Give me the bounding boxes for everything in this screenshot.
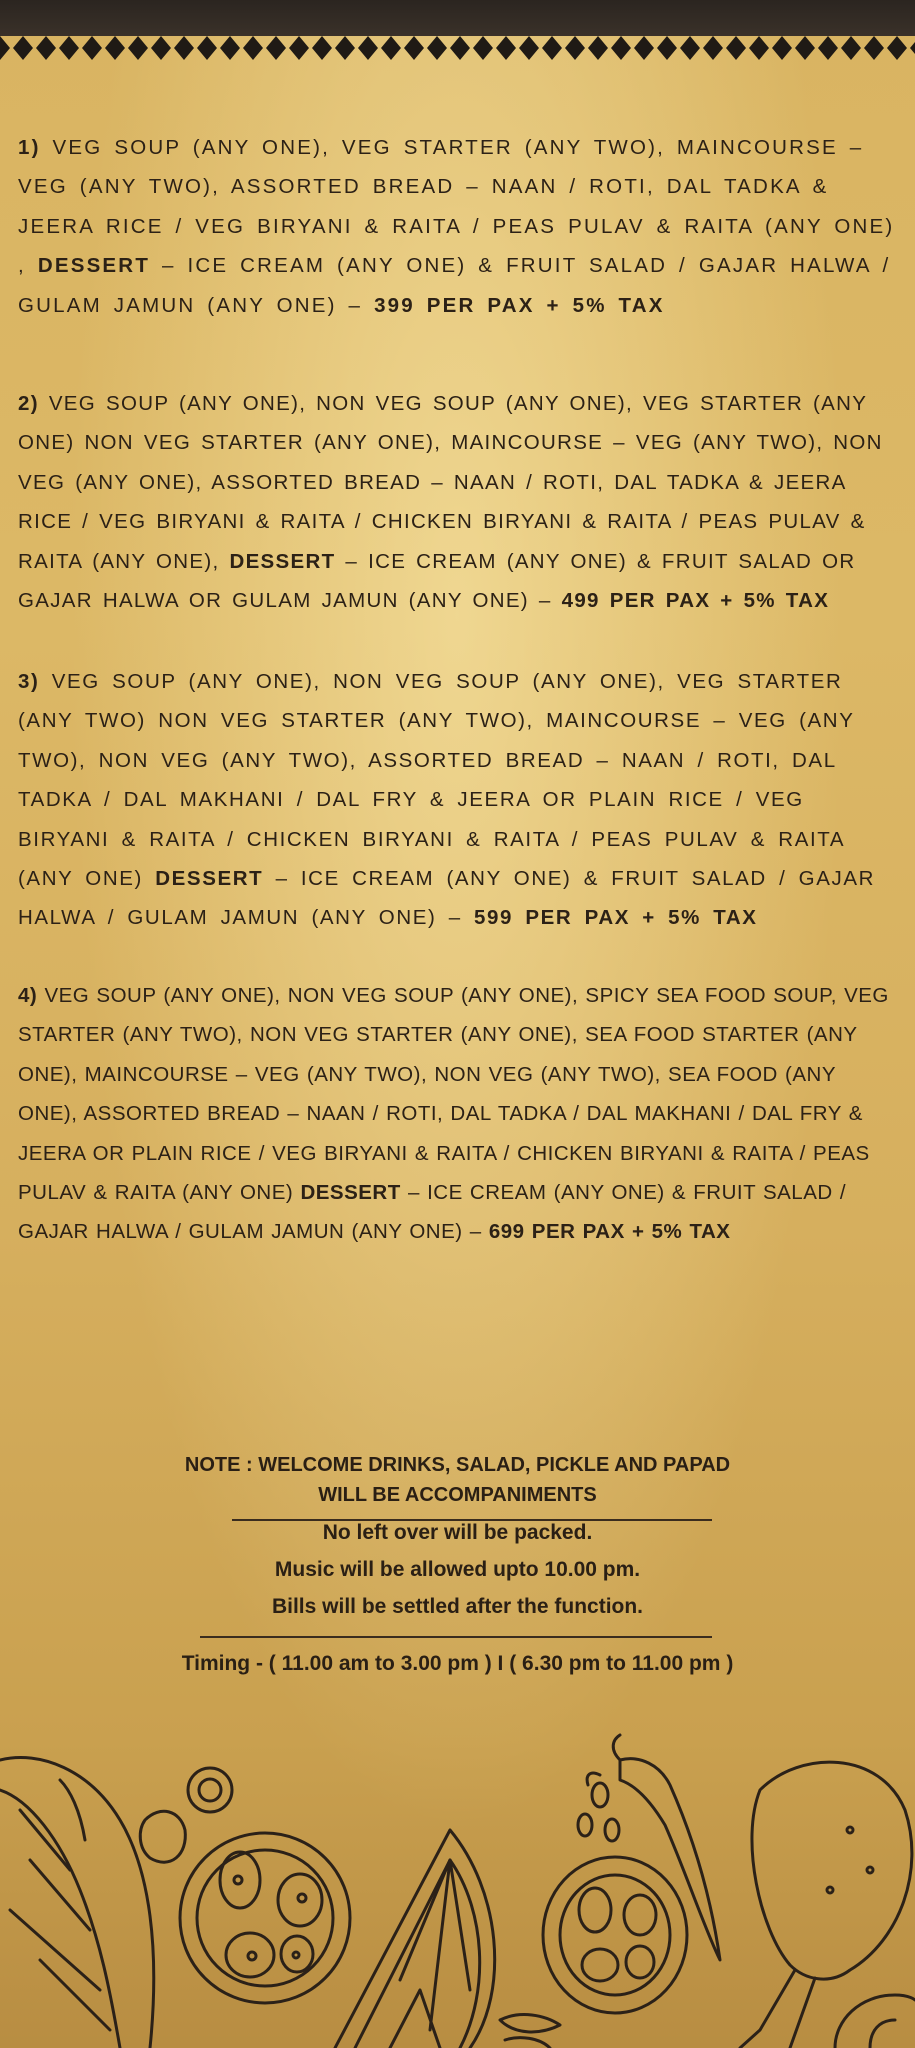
- package-items: VEG SOUP (ANY ONE), NON VEG SOUP (ANY ONE), VEG STARTER (ANY ONE) NON VEG STARTER (ANY ONE), MAINCOURSE – VEG (ANY TWO), NON VEG (ANY ONE), ASSORTED BREAD – NAAN / ROTI, DAL TADKA & JEERA RICE / VEG BIRYANI & RAITA / CHICKEN BIRYANI & RAITA / PEAS PULAV & RAITA (ANY ONE),: [18, 392, 883, 573]
- dessert-items: – ICE CREAM (ANY ONE) & FRUIT SALAD / GAJAR HALWA / GULAM JAMUN (ANY ONE) –: [18, 1181, 847, 1244]
- diamond-mark: [36, 36, 56, 60]
- diamond-mark: [841, 36, 861, 60]
- diamond-mark: [910, 36, 915, 60]
- rule-no-leftover: No left over will be packed.: [322, 1521, 593, 1544]
- package-price: 599 PER PAX + 5% TAX: [474, 906, 758, 930]
- diamond-mark: [519, 36, 539, 60]
- food-illustrations: [0, 1730, 915, 2048]
- diamond-mark: [473, 36, 493, 60]
- diamond-mark: [266, 36, 286, 60]
- diamond-mark: [312, 36, 332, 60]
- diamond-mark: [0, 36, 10, 60]
- diamond-mark: [703, 36, 723, 60]
- divider-bottom: [200, 1636, 712, 1638]
- diamond-mark: [634, 36, 654, 60]
- diamond-mark: [82, 36, 102, 60]
- dessert-label: DESSERT: [155, 867, 264, 891]
- diamond-mark: [197, 36, 217, 60]
- diamond-mark: [818, 36, 838, 60]
- diamond-mark: [657, 36, 677, 60]
- dessert-items: – ICE CREAM (ANY ONE) & FRUIT SALAD OR GAJAR HALWA OR GULAM JAMUN (ANY ONE) –: [18, 549, 856, 613]
- diamond-mark: [887, 36, 907, 60]
- dessert-label: DESSERT: [229, 549, 336, 573]
- package-items: VEG SOUP (ANY ONE), NON VEG SOUP (ANY ONE), SPICY SEA FOOD SOUP, VEG STARTER (ANY TWO), NON VEG STARTER (ANY ONE), SEA FOOD STARTER (ANY ONE), MAINCOURSE – VEG (ANY TWO), NON VEG (ANY TWO), SEA FOOD (ANY ONE), ASSORTED BREAD – NAAN / ROTI, DAL TADKA / DAL MAKHANI / DAL FRY & JEERA OR PLAIN RICE / VEG BIRYANI & RAITA / CHICKEN BIRYANI & RAITA / PEAS PULAV & RAITA (ANY ONE): [18, 984, 889, 1205]
- diamond-mark: [243, 36, 263, 60]
- package-number: 4): [18, 984, 38, 1007]
- diamond-mark: [381, 36, 401, 60]
- diamond-mark: [772, 36, 792, 60]
- package-2: [18, 384, 900, 620]
- note-line-1: NOTE : WELCOME DRINKS, SALAD, PICKLE AND PAPAD: [184, 1454, 731, 1476]
- diamond-mark: [680, 36, 700, 60]
- diamond-mark: [611, 36, 631, 60]
- note-heading: [0, 1450, 915, 1510]
- dessert-label: DESSERT: [300, 1181, 401, 1205]
- diamond-mark: [404, 36, 424, 60]
- diamond-mark: [59, 36, 79, 60]
- dessert-items: – ICE CREAM (ANY ONE) & FRUIT SALAD / GAJAR HALWA / GULAM JAMUN (ANY ONE) –: [18, 254, 891, 317]
- package-price: 499 PER PAX + 5% TAX: [561, 589, 830, 613]
- package-price: 399 PER PAX + 5% TAX: [374, 293, 665, 317]
- diamond-mark: [151, 36, 171, 60]
- package-4: [18, 976, 900, 1252]
- diamond-mark: [358, 36, 378, 60]
- diamond-mark: [450, 36, 470, 60]
- seeds-icon: [578, 1783, 619, 1841]
- diamond-mark: [289, 36, 309, 60]
- diamond-mark: [749, 36, 769, 60]
- diamond-mark: [335, 36, 355, 60]
- package-price: 699 PER PAX + 5% TAX: [488, 1220, 731, 1244]
- package-items: VEG SOUP (ANY ONE), VEG STARTER (ANY TWO), MAINCOURSE – VEG (ANY TWO), ASSORTED BREAD – NAAN / ROTI, DAL TADKA & JEERA RICE / VEG BIRYANI & RAITA / PEAS PULAV & RAITA (ANY ONE) ,: [18, 136, 895, 278]
- diamond-mark: [174, 36, 194, 60]
- diamond-mark: [496, 36, 516, 60]
- cardamom-icon: [500, 2015, 560, 2048]
- diamond-mark: [427, 36, 447, 60]
- package-3: [18, 662, 900, 938]
- diamond-mark: [128, 36, 148, 60]
- package-number: 3): [18, 670, 40, 693]
- rule-bills: Bills will be settled after the function.: [271, 1595, 644, 1618]
- house-rules: [0, 1514, 915, 1625]
- diamond-mark: [13, 36, 33, 60]
- package-number: 1): [18, 136, 41, 159]
- dessert-items: – ICE CREAM (ANY ONE) & FRUIT SALAD / GAJAR HALWA / GULAM JAMUN (ANY ONE) –: [18, 867, 876, 930]
- diamond-mark: [588, 36, 608, 60]
- note-line-2: WILL BE ACCOMPANIMENTS: [318, 1484, 597, 1506]
- rule-music: Music will be allowed upto 10.00 pm.: [274, 1558, 641, 1581]
- diamond-mark: [542, 36, 562, 60]
- spinach-leaf-icon: [0, 1758, 154, 2048]
- tomato-slice-icon: [180, 1833, 350, 2003]
- timing: Timing - ( 11.00 am to 3.00 pm ) I ( 6.30 pm to 11.00 pm ): [181, 1652, 734, 1675]
- diamond-mark: [864, 36, 884, 60]
- diamond-mark: [220, 36, 240, 60]
- diamond-mark: [565, 36, 585, 60]
- package-number: 2): [18, 392, 39, 415]
- top-dark-band: [0, 0, 915, 36]
- tomato-half-icon: [543, 1857, 687, 2013]
- drumstick-icon: [740, 1762, 912, 2048]
- package-1: [18, 128, 900, 325]
- lemon-wedge-icon: [335, 1830, 495, 2048]
- diamond-mark: [726, 36, 746, 60]
- diamond-mark: [795, 36, 815, 60]
- diamond-mark: [105, 36, 125, 60]
- diamond-border: [0, 34, 915, 66]
- dessert-label: DESSERT: [37, 254, 151, 278]
- package-items: VEG SOUP (ANY ONE), NON VEG SOUP (ANY ONE), VEG STARTER (ANY TWO) NON VEG STARTER (ANY TWO), MAINCOURSE – VEG (ANY TWO), NON VEG (ANY TWO), ASSORTED BREAD – NAAN / ROTI, DAL TADKA / DAL MAKHANI / DAL FRY & JEERA OR PLAIN RICE / VEG BIRYANI & RAITA / CHICKEN BIRYANI & RAITA / PEAS PULAV & RAITA (ANY ONE): [18, 670, 855, 891]
- mushroom-icon: [835, 1995, 915, 2048]
